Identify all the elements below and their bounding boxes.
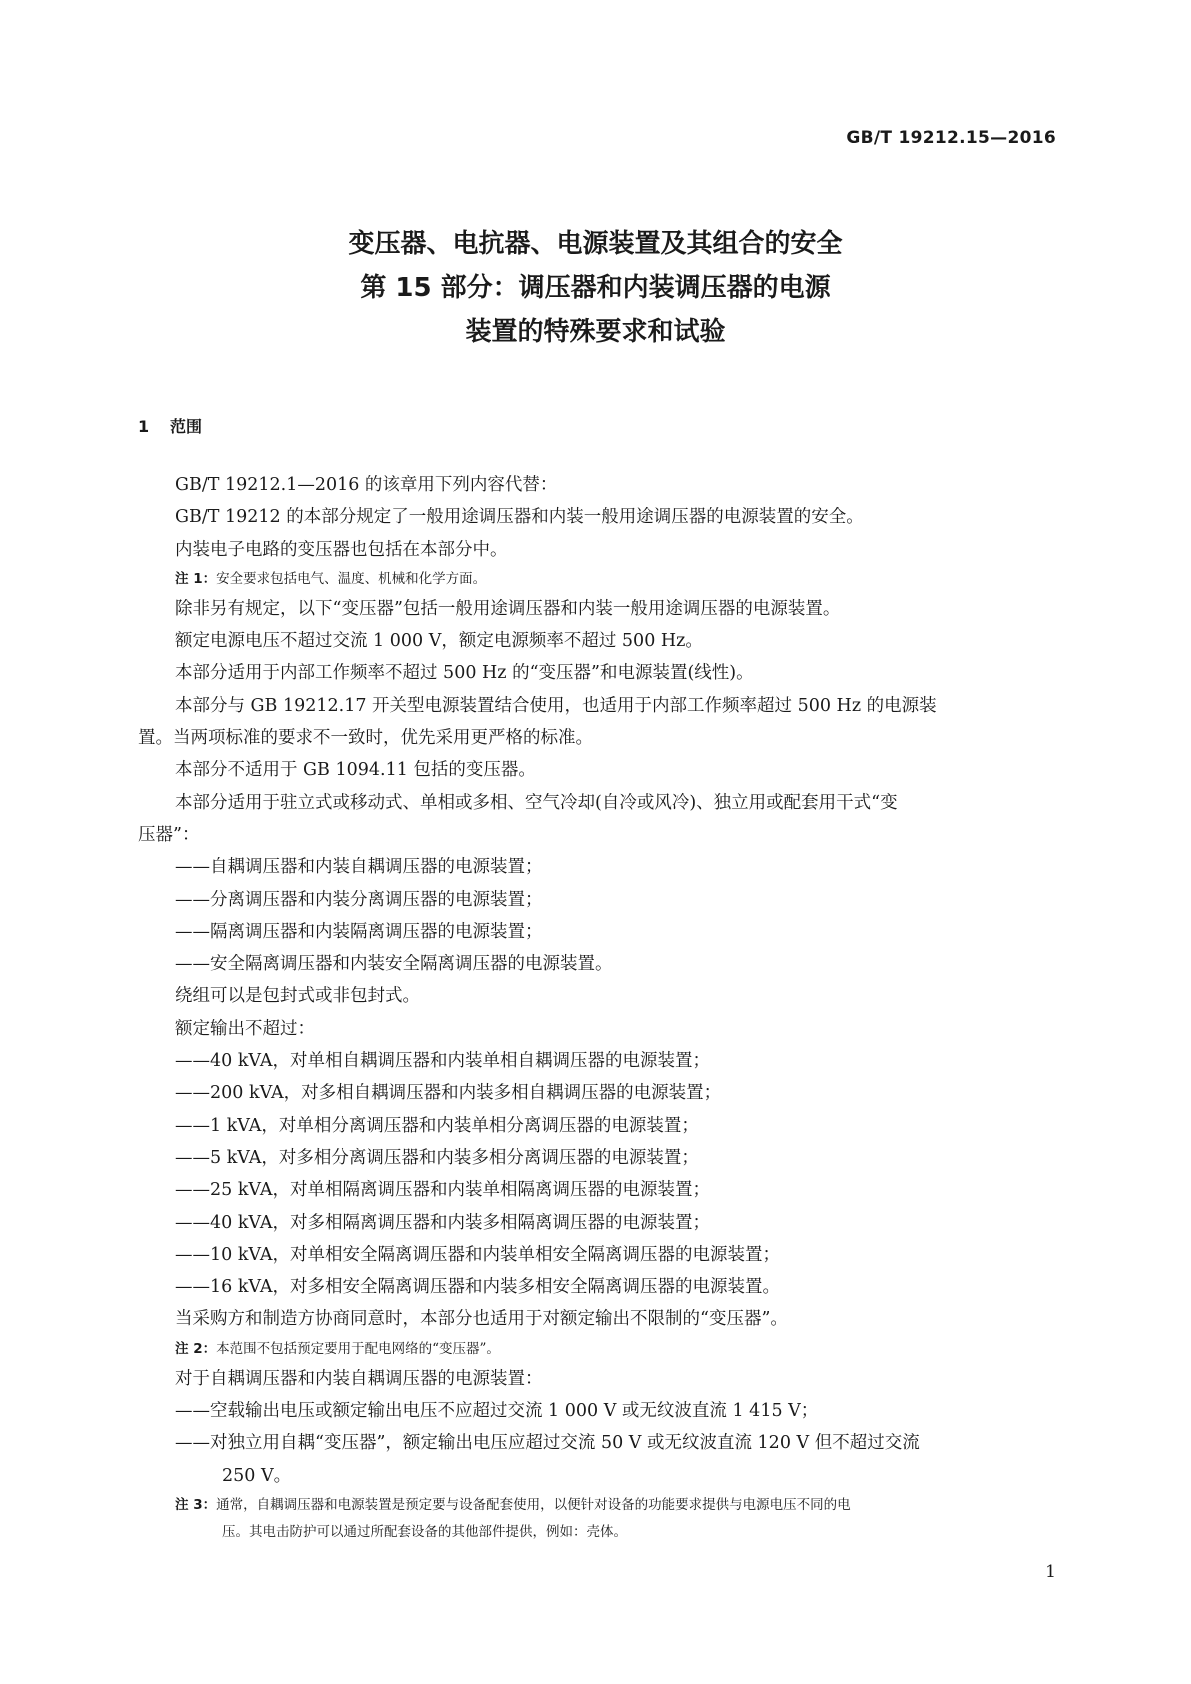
note-3-continuation: 压。其电击防护可以通过所配套设备的其他部件提供，例如：壳体。 (222, 1523, 627, 1540)
title-line-1: 变压器、电抗器、电源装置及其组合的安全 (348, 229, 843, 259)
paragraph: 额定输出不超过： (175, 1018, 315, 1039)
list-item-continuation: 250 V。 (222, 1465, 292, 1486)
title-line-2: 第 15 部分：调压器和内装调压器的电源 (360, 273, 831, 303)
list-item: ——隔离调压器和内装隔离调压器的电源装置； (175, 921, 543, 942)
list-item: ——分离调压器和内装分离调压器的电源装置； (175, 889, 543, 910)
paragraph: 本部分适用于内部工作频率不超过 500 Hz 的“变压器”和电源装置(线性)。 (175, 663, 754, 684)
paragraph: 额定电源电压不超过交流 1 000 V，额定电源频率不超过 500 Hz。 (175, 631, 703, 652)
list-item: ——25 kVA，对单相隔离调压器和内装单相隔离调压器的电源装置； (175, 1180, 711, 1201)
document-title (0, 222, 1191, 354)
paragraph: 除非另有规定，以下“变压器”包括一般用途调压器和内装一般用途调压器的电源装置。 (175, 598, 841, 619)
list-item: ——5 kVA，对多相分离调压器和内装多相分离调压器的电源装置； (175, 1147, 699, 1168)
list-item: ——安全隔离调压器和内装安全隔离调压器的电源装置。 (175, 954, 613, 975)
list-item: ——空载输出电压或额定输出电压不应超过交流 1 000 V 或无纹波直流 1 415 V； (175, 1401, 819, 1422)
note-label: 注 2： (175, 1340, 217, 1357)
paragraph-continuation: 置。当两项标准的要求不一致时，优先采用更严格的标准。 (138, 728, 593, 749)
note-label: 注 1： (175, 570, 217, 587)
title-line-3: 装置的特殊要求和试验 (465, 317, 726, 347)
list-item: ——40 kVA，对单相自耦调压器和内装单相自耦调压器的电源装置； (175, 1051, 711, 1072)
note-3 (138, 1492, 1062, 1519)
paragraph: 本部分与 GB 19212.17 开关型电源装置结合使用，也适用于内部工作频率超过 500 Hz 的电源装 (175, 695, 937, 716)
paragraph: 本部分不适用于 GB 1094.11 包括的变压器。 (175, 760, 536, 781)
standard-number: GB/T 19212.15—2016 (846, 128, 1056, 148)
note-label: 注 3： (175, 1496, 217, 1513)
note-2 (138, 1336, 1062, 1363)
paragraph: 内装电子电路的变压器也包括在本部分中。 (175, 539, 508, 560)
paragraph: GB/T 19212 的本部分规定了一般用途调压器和内装一般用途调压器的电源装置的安全。 (175, 507, 864, 528)
list-item: ——对独立用自耦“变压器”，额定输出电压应超过交流 50 V 或无纹波直流 120 V 但不超过交流 (175, 1433, 920, 1454)
list-item: ——1 kVA，对单相分离调压器和内装单相分离调压器的电源装置； (175, 1115, 699, 1136)
section-title: 范围 (170, 417, 203, 436)
paragraph: 当采购方和制造方协商同意时，本部分也适用于对额定输出不限制的“变压器”。 (175, 1309, 788, 1330)
paragraph: GB/T 19212.1—2016 的该章用下列内容代替： (175, 475, 558, 495)
paragraph-continuation: 压器”： (138, 824, 200, 845)
section-number: 1 (138, 417, 150, 436)
list-item: ——40 kVA，对多相隔离调压器和内装多相隔离调压器的电源装置； (175, 1212, 711, 1233)
section-body (138, 469, 1062, 1546)
list-item: ——200 kVA，对多相自耦调压器和内装多相自耦调压器的电源装置； (175, 1083, 722, 1104)
note-text: 通常，自耦调压器和电源装置是预定要与设备配套使用，以便针对设备的功能要求提供与电源电压不同的电 (216, 1496, 851, 1513)
list-item: ——10 kVA，对单相安全隔离调压器和内装单相安全隔离调压器的电源装置； (175, 1244, 781, 1265)
paragraph: 本部分适用于驻立式或移动式、单相或多相、空气冷却(自冷或风冷)、独立用或配套用干式“变 (175, 792, 898, 813)
section-heading (138, 414, 202, 437)
note-text: 本范围不包括预定要用于配电网络的“变压器”。 (216, 1340, 500, 1357)
note-1 (138, 566, 1062, 593)
note-text: 安全要求包括电气、温度、机械和化学方面。 (216, 570, 487, 587)
list-item: ——自耦调压器和内装自耦调压器的电源装置； (175, 857, 543, 878)
list-item: ——16 kVA，对多相安全隔离调压器和内装多相安全隔离调压器的电源装置。 (175, 1277, 781, 1298)
page-number: 1 (1045, 1562, 1056, 1582)
paragraph: 绕组可以是包封式或非包封式。 (175, 986, 420, 1007)
paragraph: 对于自耦调压器和内装自耦调压器的电源装置： (175, 1368, 543, 1389)
